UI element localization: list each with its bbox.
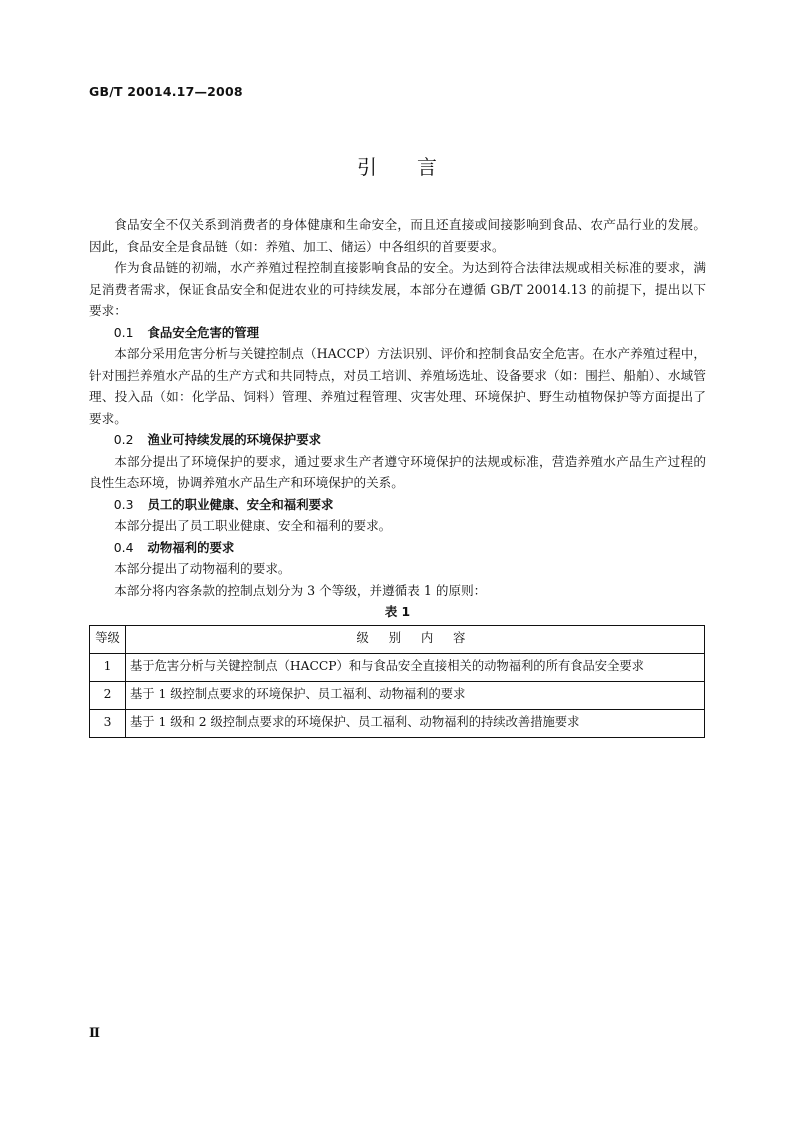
section-text: 本部分提出了员工职业健康、安全和福利的要求。: [114, 518, 392, 533]
section-title: 员工的职业健康、安全和福利要求: [147, 496, 334, 512]
section-title: 食品安全危害的管理: [147, 324, 260, 340]
intro-paragraph: 食品安全不仅关系到消费者的身体健康和生命安全，而且还直接或间接影响到食品、农产品行业的发展。因此，食品安全是食品链（如：养殖、加工、储运）中各组织的首要要求。: [89, 217, 706, 254]
section-number: 0.2: [113, 432, 134, 447]
table-cell: 基于 1 级控制点要求的环境保护、员工福利、动物福利的要求: [126, 681, 705, 709]
document-body: [89, 214, 706, 738]
table-cell: 基于危害分析与关键控制点（HACCP）和与食品安全直接相关的动物福利的所有食品安全要求: [126, 653, 705, 681]
section-number: 0.4: [113, 539, 134, 555]
closing-paragraph: 本部分将内容条款的控制点划分为 3 个等级，并遵循表 1 的原则：: [114, 582, 487, 598]
section-heading: [89, 429, 706, 451]
table-cell: 2: [90, 681, 126, 709]
section-heading: [89, 537, 706, 559]
table-header-row: [90, 625, 705, 653]
section-text: 本部分采用危害分析与关键控制点（HACCP）方法识别、评价和控制食品安全危害。在水产养殖过程中，针对围拦养殖水产品的生产方式和共同特点，对员工培训、养殖场选址、设备要求（如：围拦、船舶）、水域管理、投入品（如：化学品、饲料）管理、养殖过程管理、灾害处理、环境保护、野生动植物保护等方面提出了要求。: [89, 346, 706, 426]
table-cell: 3: [90, 709, 126, 737]
table-row: [90, 709, 705, 737]
table-cell: 基于 1 级和 2 级控制点要求的环境保护、员工福利、动物福利的持续改善措施要求: [126, 709, 705, 737]
section-text: 本部分提出了动物福利的要求。: [114, 561, 291, 576]
section-text: 本部分提出了环境保护的要求，通过要求生产者遵守环境保护的法规或标准，营造养殖水产品生产过程的良性生态环境，协调养殖水产品生产和环境保护的关系。: [89, 453, 706, 490]
page-number: Ⅱ: [89, 1026, 100, 1041]
table-row: [90, 653, 705, 681]
table-header-cell: 级 别 内 容: [126, 625, 705, 653]
table-caption: 表 1: [384, 604, 411, 619]
section-number: 0.1: [113, 324, 134, 340]
section-heading: [89, 494, 706, 516]
section-title: 动物福利的要求: [147, 539, 235, 555]
section-heading: [89, 322, 706, 344]
section-number: 0.3: [113, 496, 134, 512]
page-title: 引 言: [357, 155, 437, 179]
intro-paragraph: 作为食品链的初端，水产养殖过程控制直接影响食品的安全。为达到符合法律法规或相关标准的要求，满足消费者需求，保证食品安全和促进农业的可持续发展，本部分在遵循 GB/T 20014.13 的前提下，提出以下要求：: [89, 260, 706, 318]
table-header-cell: 等级: [90, 625, 126, 653]
levels-table: [89, 625, 705, 738]
section-title: 渔业可持续发展的环境保护要求: [147, 432, 321, 447]
table-cell: 1: [90, 653, 126, 681]
table-row: [90, 681, 705, 709]
standard-code: GB/T 20014.17—2008: [89, 84, 243, 99]
